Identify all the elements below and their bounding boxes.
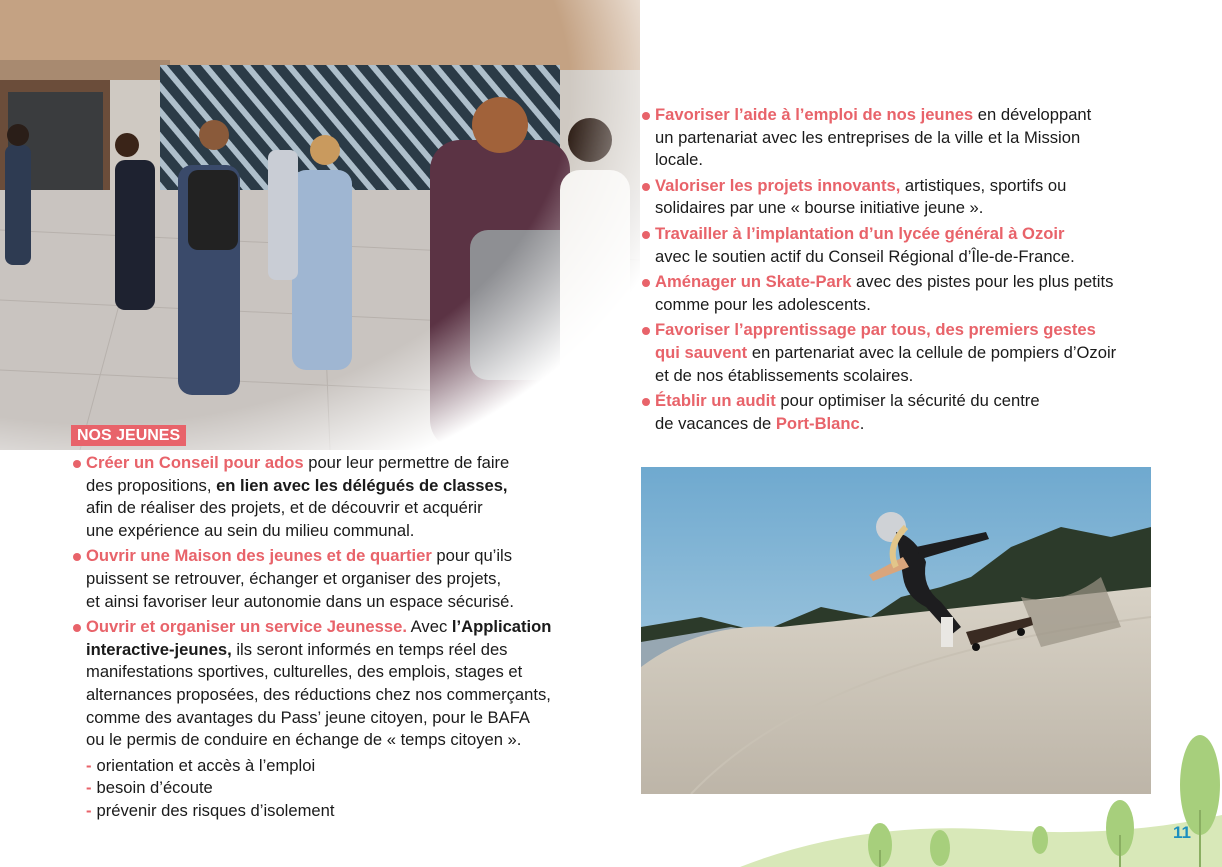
left-column — [72, 452, 632, 823]
list-item: Ouvrir et organiser un service Jeunesse. Avec l’Application interactive-jeunes, ils seront informés en temps réel des manifestations sportives, culturelles, des emplois, stages et alternances proposées, des réductions chez nos commerçants, comme des avantages du Pass’ jeune citoyen, pour le BAFA ou le permis de conduire en échange de « temps citoyen ». — [72, 616, 632, 752]
section-tag-nos-jeunes: NOS JEUNES — [71, 425, 186, 446]
list-item: Favoriser l’aide à l’emploi de nos jeunes en développant un partenariat avec les entreprises de la ville et la Mission locale. — [641, 104, 1201, 172]
sub-item: - besoin d’écoute — [86, 778, 213, 798]
list-item: Aménager un Skate-Park avec des pistes pour les plus petits comme pour les adolescents. — [641, 271, 1201, 316]
sub-item: - orientation et accès à l’emploi — [86, 755, 316, 775]
students-photo — [0, 0, 640, 450]
trees-decoration-icon — [740, 730, 1222, 867]
list-item: Favoriser l’apprentissage par tous, des premiers gestes qui sauvent en partenariat avec la cellule de pompiers d’Ozoir et de nos établissements scolaires. — [641, 319, 1201, 387]
list-item: Établir un audit pour optimiser la sécurité du centre de vacances de Port-Blanc. — [641, 390, 1201, 435]
page-number: 11 — [1173, 823, 1191, 842]
list-item: Ouvrir une Maison des jeunes et de quartier pour qu’ils puissent se retrouver, échanger et organiser des projets, et ainsi favoriser leur autonomie dans un espace sécurisé. — [72, 545, 632, 613]
sub-item: - prévenir des risques d’isolement — [86, 800, 335, 820]
right-column — [641, 104, 1201, 438]
list-item: Créer un Conseil pour ados pour leur permettre de faire des propositions, en lien avec les délégués de classes, afin de réaliser des projets, et de découvrir et acquérir une expérience au sein du milieu communal. — [72, 452, 632, 542]
list-item: Valoriser les projets innovants, artistiques, sportifs ou solidaires par une « bourse initiative jeune ». — [641, 175, 1201, 220]
list-item: Travailler à l’implantation d’un lycée général à Ozoir avec le soutien actif du Conseil Régional d’Île-de-France. — [641, 223, 1201, 268]
